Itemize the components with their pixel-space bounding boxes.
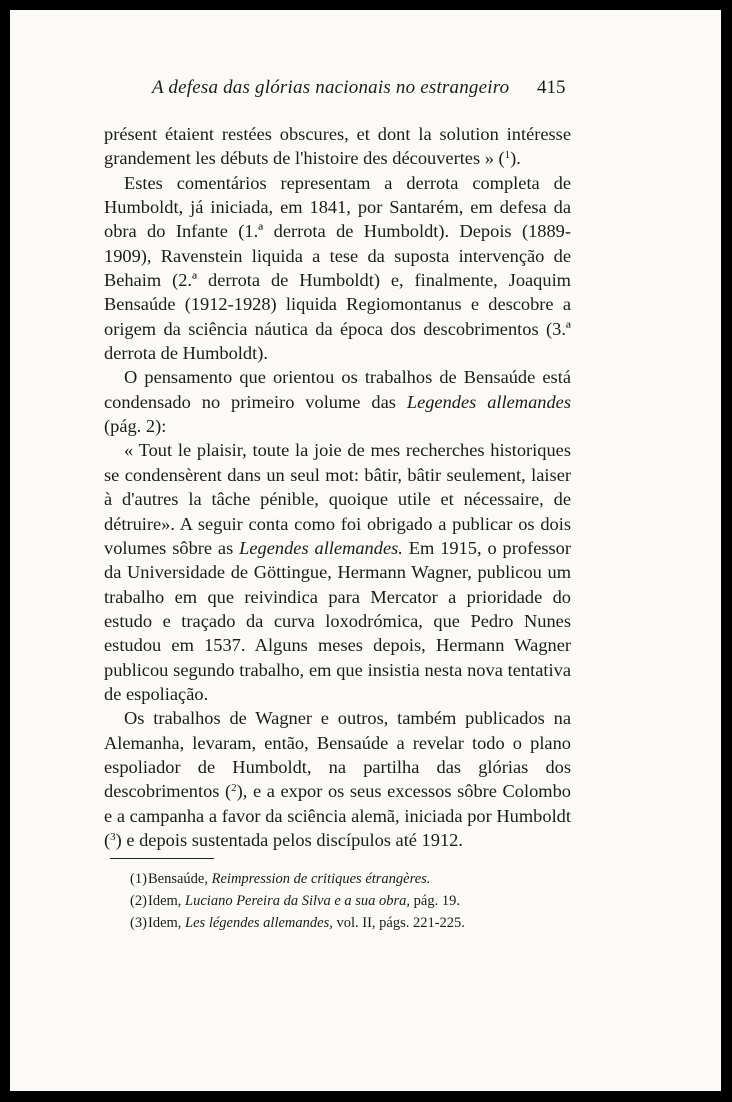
paragraph-4: « Tout le plaisir, toute la joie de mes recherches historiques se condensèrent dans un seul mot: bâtir, bâtir seulement, laiser à d'autres la tâche pénible, quoique utile et nécessaire, de détruire». A seguir conta como foi obrigado a publicar os dois volumes sôbre as Legendes allemandes. Em 1915, o professor da Universidade de Göttingue, Hermann Wagner, publicou um trabalho em que reivindica para Mercator a prioridade do estudo e traçado da curva loxodrómica, que Pedro Nunes estudou em 1537. Alguns meses depois, Hermann Wagner publicou segundo trabalho, em que insistia nesta nova tentativa de espoliação. [104, 440, 571, 704]
footnote-ref-2: 2 [231, 782, 237, 795]
book-page [10, 10, 721, 1091]
footnote-separator [110, 858, 214, 859]
paragraph-3: O pensamento que orientou os trabalhos de Bensaúde está condensado no primeiro volume das Legendes allemandes (pág. 2): [104, 367, 571, 437]
footnote-ref-3: 3 [110, 830, 116, 843]
paragraph-1: présent étaient restées obscures, et dont la solution intéresse grandement les débuts de l'histoire des découvertes » ($^1$). [104, 124, 571, 169]
book-title: Legendes allemandes [406, 391, 571, 412]
footnote-3: (3)Idem, Les légendes allemandes, vol. II, págs. 221-225. [130, 915, 465, 931]
paragraph-5: Os trabalhos de Wagner e outros, também publicados na Alemanha, levaram, então, Bensaúde a revelar todo o plano espoliador de Humboldt, na partilha das glórias dos descobrimentos ($^2$), e a expor os seus excessos sôbre Colombo e a campanha a favor da sciência alemã, iniciada por Humboldt ($^3$) e depois sustentada pelos discípulos até 1912. [104, 708, 571, 850]
body-text [104, 122, 571, 852]
page-number: 415 [537, 77, 566, 98]
page-header [10, 77, 721, 107]
footnote-ref-1: 1 [504, 149, 511, 162]
french-quote: « Tout le plaisir, toute la joie de mes recherches historiques se condensèrent dans un seul mot: bâtir, bâtir seulement, laiser à d'autres la tâche pénible, quoique utile et nécessaire, de détruire». [104, 440, 571, 534]
footnotes [130, 868, 570, 934]
footnote-1: (1)Bensaúde, Reimpression de critiques étrangères. [130, 871, 431, 887]
running-head: A defesa das glórias nacionais no estrangeiro [152, 77, 510, 98]
book-title: Legendes allemandes. [239, 537, 403, 558]
footnote-2: (2)Idem, Luciano Pereira da Silva e a sua obra, pág. 19. [130, 893, 460, 909]
paragraph-2: Estes comentários representam a derrota completa de Humboldt, já iniciada, em 1841, por Santarém, em defesa da obra do Infante (1.ª derrota de Humboldt). Depois (1889-1909), Ravenstein liquida a tese da suposta intervenção de Behaim (2.ª derrota de Humboldt) e, finalmente, Joaquim Bensaúde (1912-1928) liquida Regiomontanus e descobre a origem da sciência náutica da época dos descobrimentos (3.ª derrota de Humboldt). [104, 172, 571, 364]
